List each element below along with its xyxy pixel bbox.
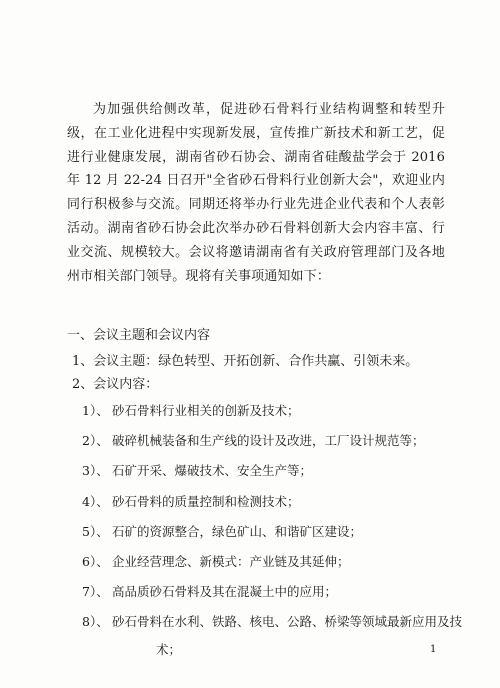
list-item-text-line: 砂石骨料在水利、铁路、核电、公路、桥梁等领域最新应用及技 (112, 614, 463, 630)
list-item-number: 1）、 (82, 403, 109, 418)
list-item (82, 523, 462, 540)
list-item (82, 493, 462, 510)
list-item (82, 432, 462, 449)
list-item-text: 企业经营理念、新模式：产业链及其延伸； (112, 553, 350, 569)
list-item (82, 462, 462, 479)
content-list (82, 402, 462, 672)
list-item-text: 石矿开采、爆破技术、安全生产等； (112, 463, 313, 479)
section-heading: 一、会议主题和会议内容 (67, 328, 211, 343)
list-item-number: 7）、 (82, 584, 109, 600)
list-item-number: 3）、 (82, 463, 109, 479)
list-item-text: 高品质砂石骨料及其在混凝土中的应用； (112, 584, 338, 600)
meeting-theme-line: 1、会议主题：绿色转型、开拓创新、合作共赢、引领未来。 (72, 354, 419, 369)
list-item-number: 2）、 (82, 433, 109, 449)
intro-paragraph: 为加强供给侧改革，促进砂石骨料行业结构调整和转型升级，在工业化进程中实现新发展，宣传推广新技术和新工艺，促进行业健康发展，湖南省砂石协会、湖南省硅酸盐学会于 2016 年 12 月 22-24 日召开"全省砂石骨料行业创新大会"，欢迎业内同行积极参与交流。同期还将举办行业先进企业代表和个人表彰活动。湖南省砂石协会此次举办砂石骨料创新大会内容丰富、行业交流、规模较大。会议将邀请湖南省有关政府管理部门及各地州市相关部门领导。现将有关事项通知如下： (67, 102, 445, 284)
list-item-text-continuation: 术； (156, 642, 182, 658)
list-item-number: 6）、 (82, 553, 109, 569)
list-item-text (112, 613, 462, 658)
list-item-text: 砂石骨料的质量控制和检测技术； (112, 493, 300, 509)
list-item (82, 402, 462, 419)
list-item-number: 4）、 (82, 493, 109, 509)
list-item-number: 8）、 (82, 614, 109, 630)
list-item (82, 553, 462, 570)
list-item-number: 5）、 (82, 523, 109, 539)
list-item (82, 583, 462, 600)
list-item-text: 石矿的资源整合，绿色矿山、和谐矿区建设； (112, 523, 363, 539)
meeting-content-line: 2、会议内容： (72, 377, 159, 392)
page-number: 1 (430, 644, 437, 655)
list-item-text: 砂石骨料行业相关的创新及技术； (112, 403, 300, 418)
list-item-text: 破碎机械装备和生产线的设计及改进，工厂设计规范等； (112, 433, 425, 449)
list-item (82, 613, 462, 658)
